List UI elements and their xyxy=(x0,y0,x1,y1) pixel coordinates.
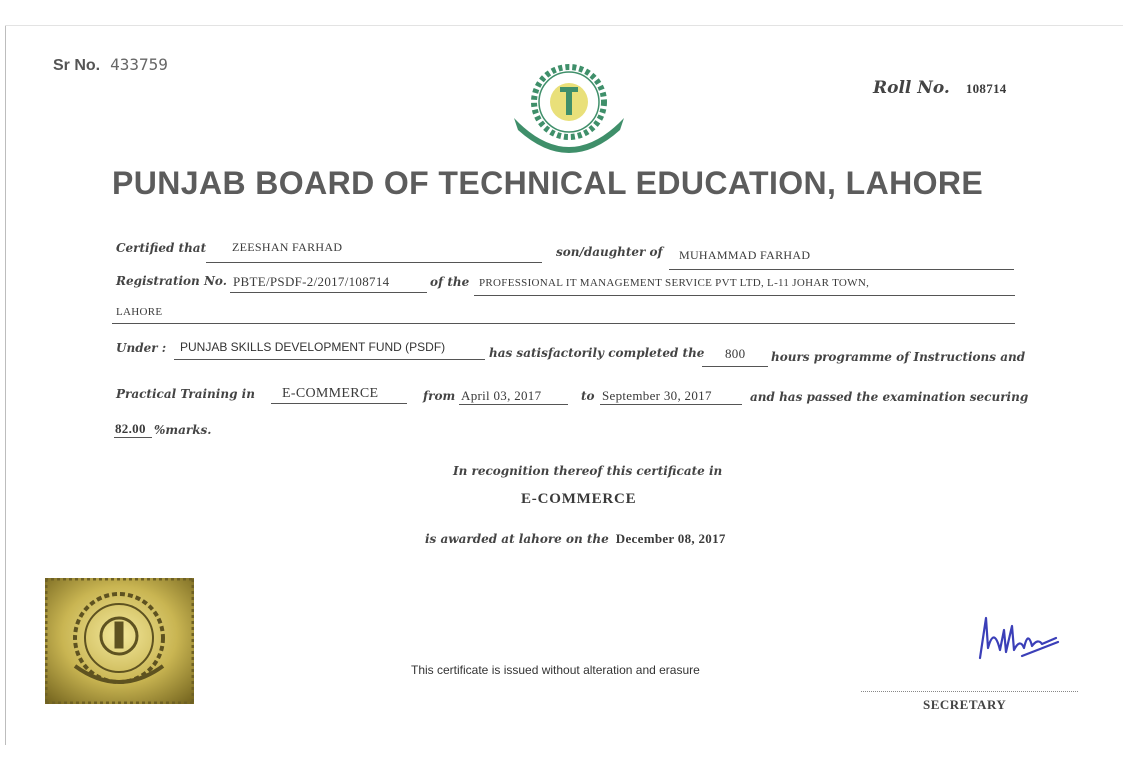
serial-value: 433759 xyxy=(110,55,168,74)
training-label: Practical Training in xyxy=(116,387,255,401)
board-logo xyxy=(508,58,630,156)
page-left-edge xyxy=(5,25,6,745)
issue-note: This certificate is issued without alteration and erasure xyxy=(411,663,700,677)
gear-emblem-icon xyxy=(534,67,604,137)
serial-label: Sr No. xyxy=(53,57,101,74)
trade-name: E-COMMERCE xyxy=(282,386,379,401)
father-underline xyxy=(669,269,1014,270)
student-name: ZEESHAN FARHAD xyxy=(232,240,343,254)
marks-suffix: %marks. xyxy=(154,423,212,437)
registration-underline xyxy=(230,292,427,293)
awarded-text: is awarded at lahore on the xyxy=(425,532,609,546)
secretary-signature xyxy=(972,608,1064,668)
trade-underline xyxy=(271,403,407,404)
award-trade: E-COMMERCE xyxy=(521,491,637,507)
secretary-label: SECRETARY xyxy=(923,697,1007,712)
city-underline xyxy=(112,323,1015,324)
roll-value: 108714 xyxy=(965,81,1007,96)
completed-text: has satisfactorily completed the xyxy=(489,346,705,360)
from-date: April 03, 2017 xyxy=(461,388,542,403)
awarded-date: December 08, 2017 xyxy=(615,531,726,546)
name-underline xyxy=(206,262,542,263)
hours-text: hours programme of Instructions and xyxy=(771,350,1026,364)
father-name: MUHAMMAD FARHAD xyxy=(679,248,811,262)
hours-value: 800 xyxy=(725,346,746,361)
institute-city: LAHORE xyxy=(116,306,163,318)
roll-label: Roll No. xyxy=(873,78,950,98)
to-date: September 30, 2017 xyxy=(602,388,712,403)
board-title: PUNJAB BOARD OF TECHNICAL EDUCATION, LAHORE xyxy=(112,165,984,201)
marks-value: 82.00 xyxy=(115,421,146,436)
from-label: from xyxy=(423,389,456,403)
registration-number: PBTE/PSDF-2/2017/108714 xyxy=(233,274,390,289)
from-date-underline xyxy=(459,404,568,405)
to-date-underline xyxy=(600,404,742,405)
certified-label: Certified that xyxy=(116,241,207,255)
gold-seal xyxy=(45,578,194,704)
hours-underline xyxy=(702,366,768,367)
awarded-line xyxy=(425,530,726,548)
fund-underline xyxy=(174,359,485,360)
program-fund: PUNJAB SKILLS DEVELOPMENT FUND (PSDF) xyxy=(180,340,446,354)
serial-number xyxy=(53,55,168,75)
roll-number xyxy=(873,78,1007,98)
son-of-label: son/daughter of xyxy=(556,245,663,259)
signature-line xyxy=(861,691,1078,692)
registration-label: Registration No. xyxy=(116,274,227,288)
page-top-edge xyxy=(5,25,1123,26)
under-label: Under : xyxy=(116,341,167,355)
institute-name: PROFESSIONAL IT MANAGEMENT SERVICE PVT LTD, L-11 JOHAR TOWN, xyxy=(479,277,870,289)
recognition-text: In recognition thereof this certificate in xyxy=(453,464,723,478)
marks-underline xyxy=(114,437,152,438)
of-the-label: of the xyxy=(430,275,470,289)
passed-text: and has passed the examination securing xyxy=(750,390,1029,404)
to-label: to xyxy=(581,389,595,403)
institute-underline xyxy=(474,295,1015,296)
